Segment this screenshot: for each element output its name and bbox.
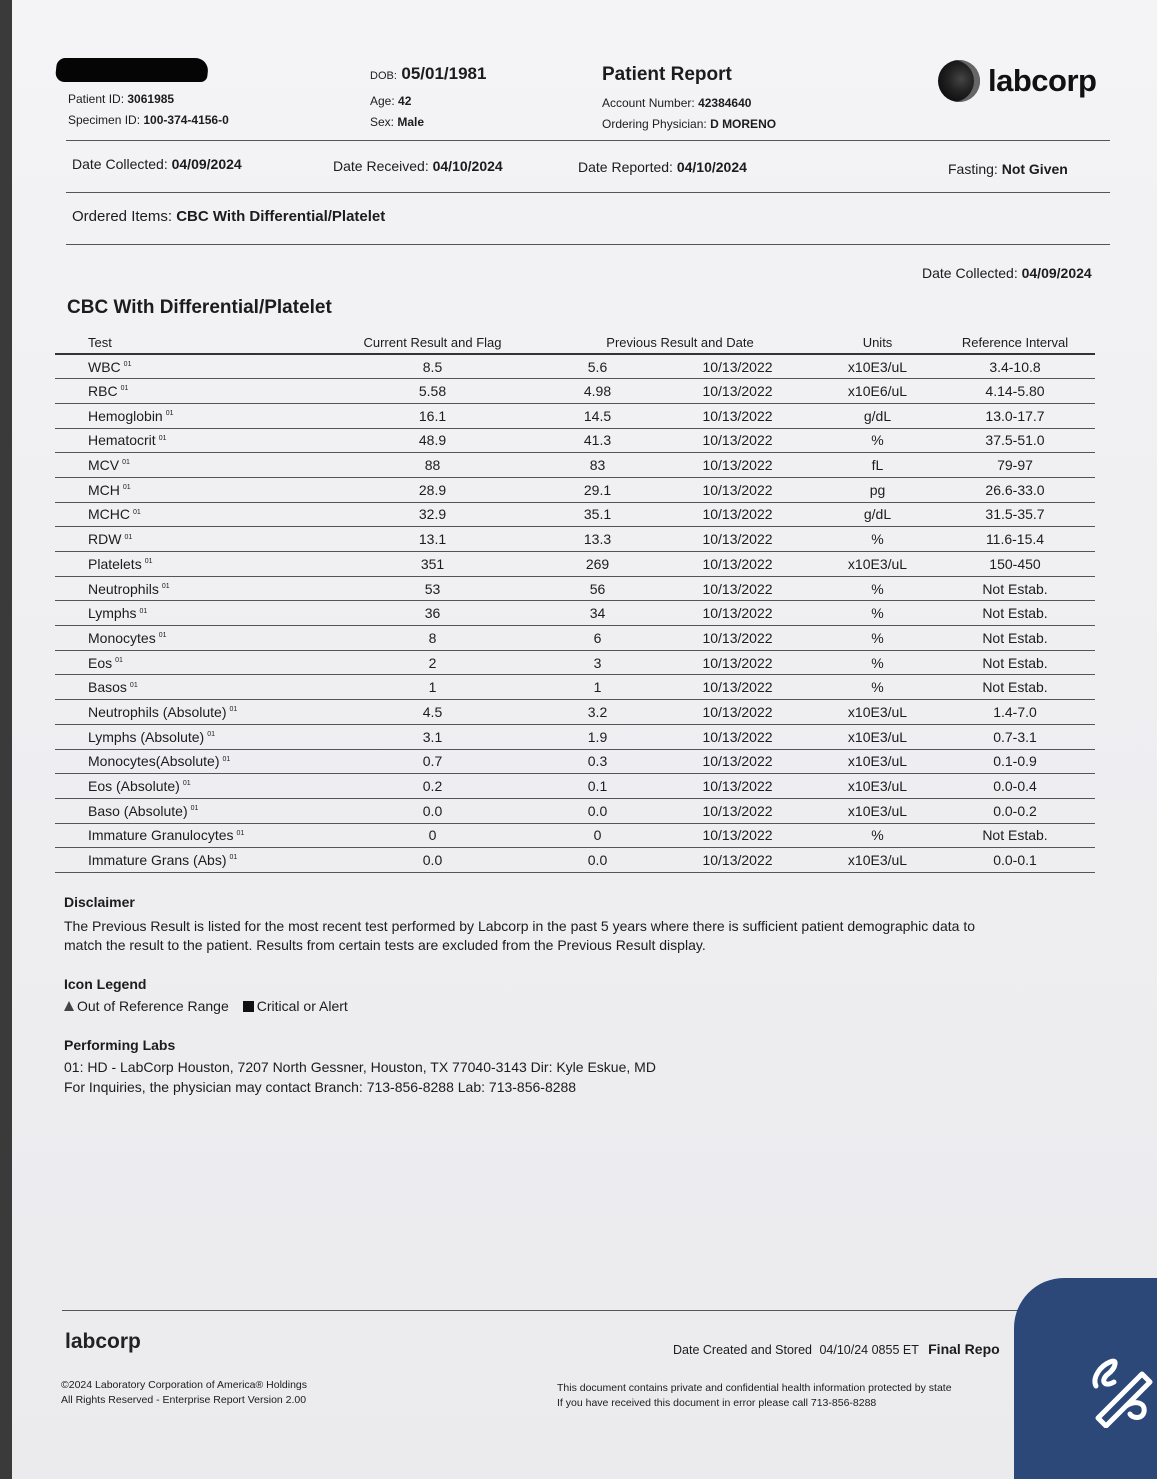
units: % xyxy=(820,576,935,601)
previous-result: 1.9 xyxy=(540,724,655,749)
table-row xyxy=(55,403,1095,428)
test-name: Neutrophils $^{01}$ xyxy=(55,576,325,601)
table-row xyxy=(55,650,1095,675)
lab-code-superscript: 01 xyxy=(165,410,174,418)
previous-result: 6 xyxy=(540,626,655,651)
previous-result: 56 xyxy=(540,576,655,601)
table-row xyxy=(55,848,1095,873)
previous-result: 13.3 xyxy=(540,527,655,552)
previous-date: 10/13/2022 xyxy=(655,700,820,725)
previous-date: 10/13/2022 xyxy=(655,601,820,626)
table-row xyxy=(55,527,1095,552)
previous-date: 10/13/2022 xyxy=(655,453,820,478)
edit-pen-icon xyxy=(1086,1348,1156,1428)
test-name: MCV $^{01}$ xyxy=(55,453,325,478)
previous-result: 1 xyxy=(540,675,655,700)
table-row xyxy=(55,700,1095,725)
footer-notice-1: This document contains private and confidential health information protected by state xyxy=(557,1382,952,1394)
icon-legend xyxy=(64,997,348,1016)
previous-result: 83 xyxy=(540,453,655,478)
sex: Male xyxy=(397,115,425,129)
date-created: 04/10/24 0855 ET xyxy=(819,1343,919,1357)
reference-interval: Not Estab. xyxy=(935,576,1095,601)
units: % xyxy=(820,675,935,700)
panel-date-collected-row: Date Collected: 04/09/2024 xyxy=(922,265,1092,281)
final-report-label: Final Repo xyxy=(928,1341,1000,1357)
units: x10E3/uL xyxy=(820,774,935,799)
reference-interval: 13.0-17.7 xyxy=(935,403,1095,428)
current-result: 13.1 xyxy=(325,527,540,552)
footer-copyright: ©2024 Laboratory Corporation of America® Holdings xyxy=(61,1379,308,1391)
table-header-row xyxy=(55,332,1095,354)
divider xyxy=(66,192,1110,193)
test-name: Platelets $^{01}$ xyxy=(55,552,325,577)
ordered-items: CBC With Differential/Platelet xyxy=(176,208,386,225)
lab-code-superscript: 01 xyxy=(161,582,170,590)
table-row xyxy=(55,379,1095,404)
lab-code-superscript: 01 xyxy=(190,805,199,813)
previous-date: 10/13/2022 xyxy=(655,428,820,453)
reference-interval: Not Estab. xyxy=(935,823,1095,848)
lab-code-superscript: 01 xyxy=(236,829,245,837)
previous-date: 10/13/2022 xyxy=(655,379,820,404)
units: % xyxy=(820,650,935,675)
lab-code-superscript: 01 xyxy=(158,632,167,640)
black-square-icon xyxy=(243,1001,254,1012)
table-row xyxy=(55,749,1095,774)
previous-date: 10/13/2022 xyxy=(655,675,820,700)
results-table xyxy=(55,332,1095,873)
previous-result: 0.3 xyxy=(540,749,655,774)
fasting: Not Given xyxy=(1001,161,1068,177)
current-result: 0.2 xyxy=(325,774,540,799)
current-result: 4.5 xyxy=(325,700,540,725)
date-reported-row: Date Reported: 04/10/2024 xyxy=(578,159,747,175)
table-row xyxy=(55,823,1095,848)
previous-date: 10/13/2022 xyxy=(655,749,820,774)
report-title: Patient Report xyxy=(602,64,732,85)
previous-date: 10/13/2022 xyxy=(655,354,820,379)
test-name: Immature Granulocytes $^{01}$ xyxy=(55,823,325,848)
previous-date: 10/13/2022 xyxy=(655,527,820,552)
lab-code-superscript: 01 xyxy=(229,854,238,862)
current-result: 88 xyxy=(325,453,540,478)
previous-result: 5.6 xyxy=(540,354,655,379)
previous-date: 10/13/2022 xyxy=(655,724,820,749)
col-header-reference: Reference Interval xyxy=(935,332,1095,354)
current-result: 0 xyxy=(325,823,540,848)
units: x10E3/uL xyxy=(820,798,935,823)
ordering-physician: D MORENO xyxy=(710,117,777,131)
lab-code-superscript: 01 xyxy=(182,780,191,788)
reference-interval: 3.4-10.8 xyxy=(935,354,1095,379)
current-result: 2 xyxy=(325,650,540,675)
test-name: Basos $^{01}$ xyxy=(55,675,325,700)
units: % xyxy=(820,527,935,552)
age: 42 xyxy=(398,94,412,108)
current-result: 3.1 xyxy=(325,724,540,749)
test-name: Hematocrit $^{01}$ xyxy=(55,428,325,453)
lab-code-superscript: 01 xyxy=(229,706,238,714)
test-name: Immature Grans (Abs) $^{01}$ xyxy=(55,848,325,873)
table-row xyxy=(55,502,1095,527)
lab-code-superscript: 01 xyxy=(123,360,132,368)
previous-result: 269 xyxy=(540,552,655,577)
previous-result: 0.0 xyxy=(540,798,655,823)
current-result: 0.0 xyxy=(325,848,540,873)
reference-interval: Not Estab. xyxy=(935,601,1095,626)
previous-result: 0.0 xyxy=(540,848,655,873)
date-received-row: Date Received: 04/10/2024 xyxy=(333,158,503,174)
table-row xyxy=(55,601,1095,626)
previous-date: 10/13/2022 xyxy=(655,626,820,651)
date-created-row: Date Created and Stored 04/10/24 0855 ET Final Repo xyxy=(673,1341,1000,1357)
table-row xyxy=(55,724,1095,749)
units: x10E6/uL xyxy=(820,379,935,404)
dob: 05/01/1981 xyxy=(401,64,487,83)
reference-interval: 0.0-0.4 xyxy=(935,774,1095,799)
previous-result: 3 xyxy=(540,650,655,675)
previous-date: 10/13/2022 xyxy=(655,552,820,577)
current-result: 351 xyxy=(325,552,540,577)
current-result: 32.9 xyxy=(325,502,540,527)
panel-date-collected: 04/09/2024 xyxy=(1021,265,1092,281)
lab-code-superscript: 01 xyxy=(124,533,133,541)
reference-interval: Not Estab. xyxy=(935,626,1095,651)
lab-code-superscript: 01 xyxy=(222,755,231,763)
test-name: Neutrophils (Absolute) $^{01}$ xyxy=(55,700,325,725)
table-row xyxy=(55,576,1095,601)
legend-critical: Critical or Alert xyxy=(256,998,348,1014)
test-name: WBC $^{01}$ xyxy=(55,354,325,379)
previous-date: 10/13/2022 xyxy=(655,848,820,873)
date-collected: 04/09/2024 xyxy=(171,156,242,172)
current-result: 53 xyxy=(325,576,540,601)
previous-result: 0.1 xyxy=(540,774,655,799)
legend-out-of-range: Out of Reference Range xyxy=(77,998,229,1014)
specimen-id: 100-374-4156-0 xyxy=(143,113,229,127)
footer-notice-2: If you have received this document in error please call 713-856-8288 xyxy=(557,1397,877,1409)
account-row: Account Number: 42384640 xyxy=(602,96,752,110)
reference-interval: 79-97 xyxy=(935,453,1095,478)
lab-code-superscript: 01 xyxy=(122,459,130,467)
table-row xyxy=(55,626,1095,651)
current-result: 5.58 xyxy=(325,379,540,404)
physician-row: Ordering Physician: D MORENO xyxy=(602,117,777,131)
footer-rights: All Rights Reserved - Enterprise Report Version 2.00 xyxy=(61,1394,307,1406)
icon-legend-title: Icon Legend xyxy=(64,976,147,992)
table-row xyxy=(55,453,1095,478)
results-body xyxy=(55,354,1095,872)
test-name: Lymphs $^{01}$ xyxy=(55,601,325,626)
disclaimer-line-1: The Previous Result is listed for the most recent test performed by Labcorp in the past 5 years where there is sufficient patient demographic data to xyxy=(64,918,975,934)
fasting-row: Fasting: Not Given xyxy=(948,161,1068,177)
units: pg xyxy=(820,477,935,502)
lab-code-superscript: 01 xyxy=(122,484,131,492)
reference-interval: 11.6-15.4 xyxy=(935,527,1095,552)
patient-id-row: Patient ID: 3061985 xyxy=(68,92,175,106)
age-row: Age: 42 xyxy=(370,94,412,108)
labcorp-logo: labcorp xyxy=(938,60,1096,102)
units: % xyxy=(820,626,935,651)
previous-date: 10/13/2022 xyxy=(655,576,820,601)
reference-interval: 0.0-0.2 xyxy=(935,798,1095,823)
current-result: 28.9 xyxy=(325,477,540,502)
col-header-units: Units xyxy=(820,332,935,354)
test-name: Baso (Absolute) $^{01}$ xyxy=(55,798,325,823)
previous-date: 10/13/2022 xyxy=(655,502,820,527)
date-received: 04/10/2024 xyxy=(432,158,503,174)
test-name: RDW $^{01}$ xyxy=(55,527,325,552)
previous-result: 35.1 xyxy=(540,502,655,527)
col-header-test: Test xyxy=(55,332,325,354)
lab-code-superscript: 01 xyxy=(158,434,167,442)
previous-result: 34 xyxy=(540,601,655,626)
date-collected-row: Date Collected: 04/09/2024 xyxy=(72,156,242,172)
divider xyxy=(66,140,1110,141)
lab-code-superscript: 01 xyxy=(133,508,141,516)
test-name: RBC $^{01}$ xyxy=(55,379,325,404)
reference-interval: 1.4-7.0 xyxy=(935,700,1095,725)
units: g/dL xyxy=(820,403,935,428)
test-name: MCHC $^{01}$ xyxy=(55,502,325,527)
date-reported: 04/10/2024 xyxy=(676,159,747,175)
panel-title: CBC With Differential/Platelet xyxy=(67,297,332,318)
reference-interval: 37.5-51.0 xyxy=(935,428,1095,453)
previous-date: 10/13/2022 xyxy=(655,650,820,675)
divider xyxy=(66,244,1110,245)
previous-date: 10/13/2022 xyxy=(655,403,820,428)
test-name: Eos (Absolute) $^{01}$ xyxy=(55,774,325,799)
units: x10E3/uL xyxy=(820,724,935,749)
sex-row: Sex: Male xyxy=(370,115,425,129)
units: x10E3/uL xyxy=(820,749,935,774)
previous-date: 10/13/2022 xyxy=(655,477,820,502)
lab-code-superscript: 01 xyxy=(115,656,123,664)
test-name: Lymphs (Absolute) $^{01}$ xyxy=(55,724,325,749)
reference-interval: 150-450 xyxy=(935,552,1095,577)
units: x10E3/uL xyxy=(820,700,935,725)
units: g/dL xyxy=(820,502,935,527)
test-name: Monocytes $^{01}$ xyxy=(55,626,325,651)
performing-labs-line-2: For Inquiries, the physician may contact Branch: 713-856-8288 Lab: 713-856-8288 xyxy=(64,1079,577,1095)
specimen-id-row: Specimen ID: 100-374-4156-0 xyxy=(68,113,229,127)
previous-date: 10/13/2022 xyxy=(655,774,820,799)
redacted-patient-name xyxy=(55,58,210,82)
col-header-previous: Previous Result and Date xyxy=(540,332,820,354)
col-header-current: Current Result and Flag xyxy=(325,332,540,354)
footer-labcorp-logo: labcorp xyxy=(65,1330,141,1353)
reference-interval: 31.5-35.7 xyxy=(935,502,1095,527)
reference-interval: 0.0-0.1 xyxy=(935,848,1095,873)
lab-code-superscript: 01 xyxy=(129,681,138,689)
performing-labs-title: Performing Labs xyxy=(64,1037,176,1053)
units: x10E3/uL xyxy=(820,354,935,379)
units: fL xyxy=(820,453,935,478)
footer-divider xyxy=(62,1310,1062,1311)
table-row xyxy=(55,477,1095,502)
table-row xyxy=(55,552,1095,577)
previous-date: 10/13/2022 xyxy=(655,798,820,823)
disclaimer-title: Disclaimer xyxy=(64,894,135,910)
patient-id: 3061985 xyxy=(127,92,175,106)
current-result: 48.9 xyxy=(325,428,540,453)
account-number: 42384640 xyxy=(698,96,752,110)
units: % xyxy=(820,823,935,848)
current-result: 8.5 xyxy=(325,354,540,379)
previous-result: 3.2 xyxy=(540,700,655,725)
units: x10E3/uL xyxy=(820,848,935,873)
table-row xyxy=(55,798,1095,823)
table-row xyxy=(55,675,1095,700)
previous-result: 0 xyxy=(540,823,655,848)
disclaimer-line-2: match the result to the patient. Results from certain tests are excluded from the Previous Result display. xyxy=(64,937,706,953)
current-result: 1 xyxy=(325,675,540,700)
table-row xyxy=(55,354,1095,379)
previous-result: 14.5 xyxy=(540,403,655,428)
reference-interval: 4.14-5.80 xyxy=(935,379,1095,404)
lab-code-superscript: 01 xyxy=(207,731,215,738)
reference-interval: 0.7-3.1 xyxy=(935,724,1095,749)
current-result: 36 xyxy=(325,601,540,626)
test-name: Hemoglobin $^{01}$ xyxy=(55,403,325,428)
current-result: 0.7 xyxy=(325,749,540,774)
triangle-warning-icon xyxy=(64,1001,74,1011)
current-result: 16.1 xyxy=(325,403,540,428)
lab-code-superscript: 01 xyxy=(120,385,129,393)
reference-interval: 26.6-33.0 xyxy=(935,477,1095,502)
ordered-items-row: Ordered Items: CBC With Differential/Platelet xyxy=(72,208,386,225)
test-name: Monocytes(Absolute) $^{01}$ xyxy=(55,749,325,774)
reference-interval: Not Estab. xyxy=(935,675,1095,700)
units: x10E3/uL xyxy=(820,552,935,577)
lab-code-superscript: 01 xyxy=(144,558,153,566)
reference-interval: 0.1-0.9 xyxy=(935,749,1095,774)
units: % xyxy=(820,428,935,453)
previous-result: 29.1 xyxy=(540,477,655,502)
current-result: 8 xyxy=(325,626,540,651)
table-row xyxy=(55,428,1095,453)
units: % xyxy=(820,601,935,626)
dob-row: DOB: 05/01/1981 xyxy=(370,64,487,83)
lab-code-superscript: 01 xyxy=(139,607,148,615)
labcorp-logo-icon xyxy=(938,60,980,102)
current-result: 0.0 xyxy=(325,798,540,823)
previous-result: 41.3 xyxy=(540,428,655,453)
test-name: Eos $^{01}$ xyxy=(55,650,325,675)
reference-interval: Not Estab. xyxy=(935,650,1095,675)
test-name: MCH $^{01}$ xyxy=(55,477,325,502)
previous-result: 4.98 xyxy=(540,379,655,404)
table-row xyxy=(55,774,1095,799)
performing-labs-line-1: 01: HD - LabCorp Houston, 7207 North Gessner, Houston, TX 77040-3143 Dir: Kyle Eskue, MD xyxy=(64,1059,656,1075)
previous-date: 10/13/2022 xyxy=(655,823,820,848)
